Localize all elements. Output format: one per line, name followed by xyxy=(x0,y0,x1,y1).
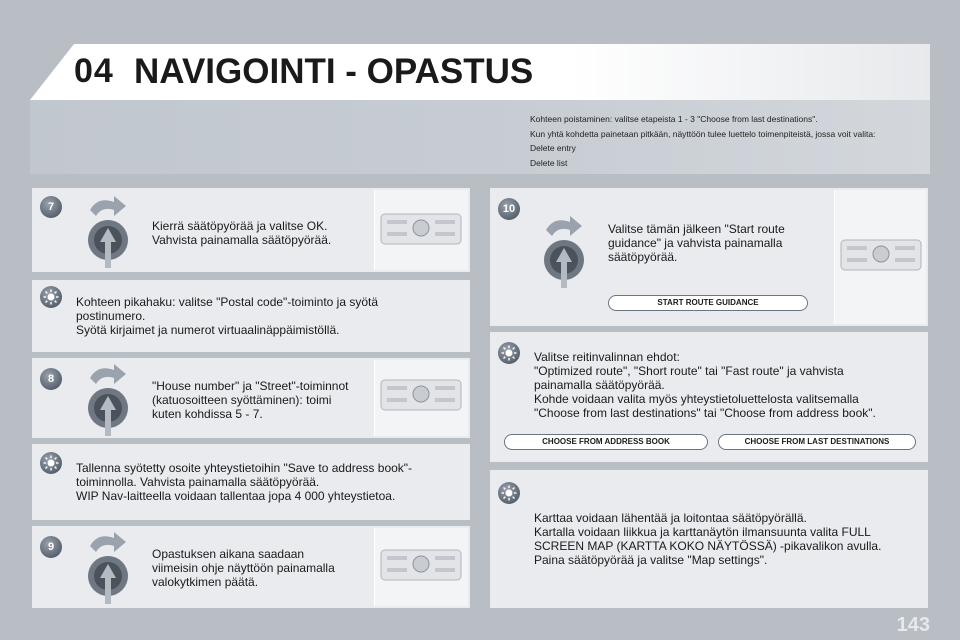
console-picture xyxy=(374,528,468,606)
info-line: Kohteen poistaminen: valitse etapeista 1 - 3 "Choose from last destinations". xyxy=(530,114,818,124)
tip-4-text: Karttaa voidaan lähentää ja loitontaa säätöpyörällä. Kartalla voidaan liikkua ja karttanäytön ilmansuunta valita FULL SCREEN MAP (KARTTA KOKO NÄYTÖSSÄ) -pikavalikon avulla. Paina säätöpyörää ja valitse "Map settings". xyxy=(534,511,882,567)
info-text xyxy=(530,112,930,170)
step-10-text: Valitse tämän jälkeen "Start route guidance" ja vahvista painamalla säätöpyörää. xyxy=(608,222,785,264)
chapter-number: 04 xyxy=(74,52,114,90)
tip-1-text: Kohteen pikahaku: valitse "Postal code"-toiminto ja syötä postinumero. Syötä kirjaimet ja numerot virtuaalinäppäimistöllä. xyxy=(76,295,379,337)
knob-icon xyxy=(80,358,136,438)
step-badge: 10 xyxy=(498,198,520,220)
choose-from-address-book-button[interactable]: CHOOSE FROM ADDRESS BOOK xyxy=(504,434,708,450)
info-line: Delete entry xyxy=(530,143,576,153)
info-line: Delete list xyxy=(530,157,568,168)
knob-icon xyxy=(80,526,136,606)
tip-icon xyxy=(498,482,520,504)
info-line: Kun yhtä kohdetta painetaan pitkään, näyttöön tulee luettelo toimenpiteistä, jossa voit valita: xyxy=(530,128,876,139)
console-picture xyxy=(374,360,468,436)
page-number: 143 xyxy=(896,614,930,636)
knob-icon xyxy=(80,190,136,270)
step-8-text: "House number" ja "Street"-toiminnot (katuosoitteen syöttäminen): toimi kuten kohdissa 5 - 7. xyxy=(152,379,349,421)
step-7-text: Kierrä säätöpyörää ja valitse OK. Vahvista painamalla säätöpyörää. xyxy=(152,219,332,247)
start-route-guidance-button[interactable]: START ROUTE GUIDANCE xyxy=(608,295,808,311)
tip-3-text: Valitse reitinvalinnan ehdot: "Optimized route", "Short route" tai "Fast route" ja vahvista painamalla säätöpyörää. Kohde voidaan valita myös yhteystietoluettelosta valitsemalla "Choose from last destinations" tai "Choose from address book". xyxy=(534,350,876,420)
tip-icon xyxy=(498,342,520,364)
choose-from-last-destinations-button[interactable]: CHOOSE FROM LAST DESTINATIONS xyxy=(718,434,916,450)
knob-icon xyxy=(536,210,592,290)
step-9-text: Opastuksen aikana saadaan viimeisin ohje näyttöön painamalla valokytkimen päätä. xyxy=(152,547,335,589)
header-corner xyxy=(30,44,74,100)
tip-icon xyxy=(40,452,62,474)
page-title: NAVIGOINTI - OPASTUS xyxy=(134,52,534,91)
console-picture xyxy=(374,190,468,270)
console-picture xyxy=(834,190,926,324)
step-badge: 8 xyxy=(40,368,62,390)
step-badge: 9 xyxy=(40,536,62,558)
tip-2-text: Tallenna syötetty osoite yhteystietoihin "Save to address book"- toiminnolla. Vahvista painamalla säätöpyörää. WIP Nav-laitteella voidaan tallentaa jopa 4 000 yhteystietoa. xyxy=(76,461,413,503)
tip-icon xyxy=(40,286,62,308)
step-badge: 7 xyxy=(40,196,62,218)
